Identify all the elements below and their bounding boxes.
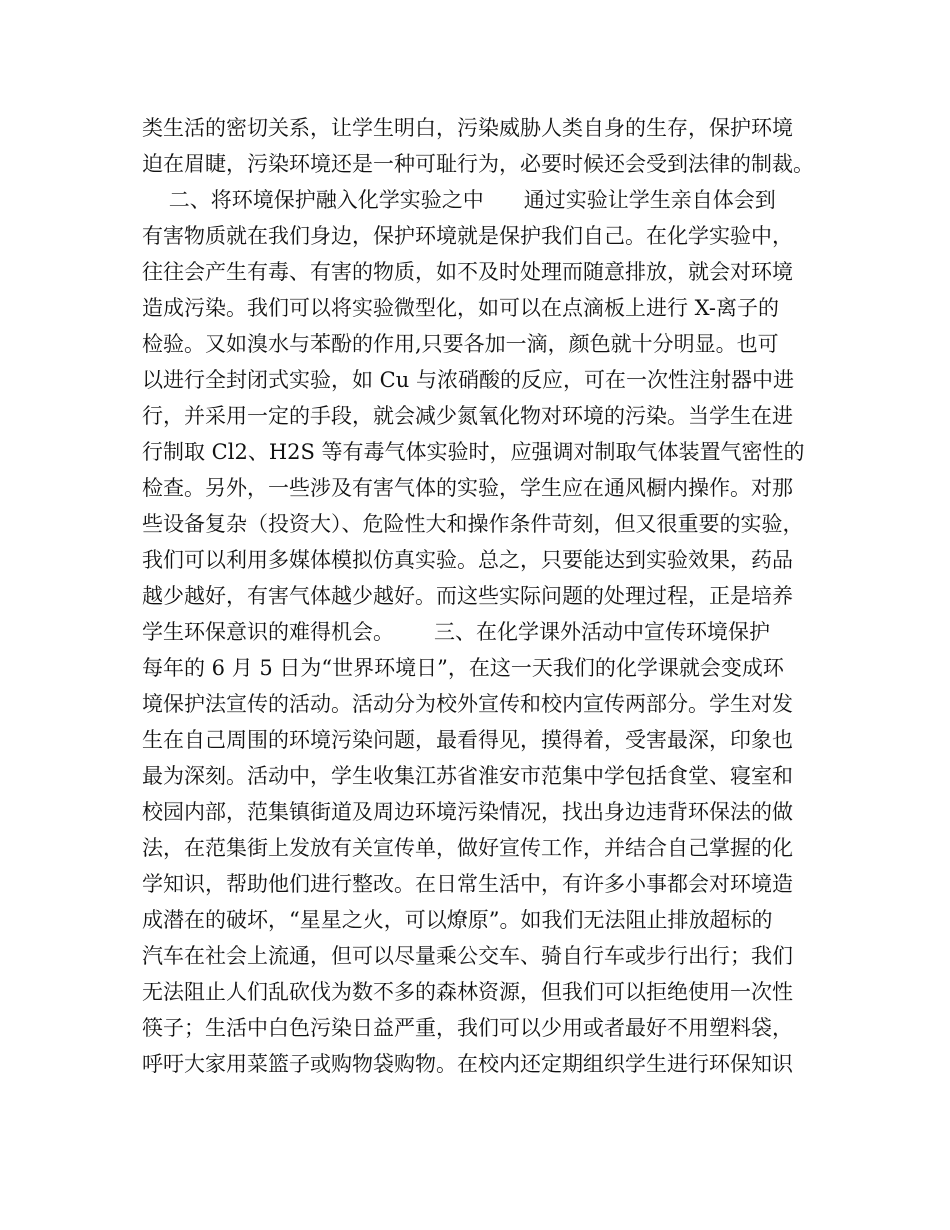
text-line: 二、将环境保护融入化学实验之中 通过实验让学生亲自体会到 [142,188,776,212]
text-line: 检查。另外，一些涉及有害气体的实验，学生应在通风橱内操作。对那 [142,476,793,500]
text-line: 无法阻止人们乱砍伐为数不多的森林资源，但我们可以拒绝使用一次性 [142,980,793,1004]
text-line: 我们可以利用多媒体模拟仿真实验。总之，只要能达到实验效果，药品 [142,548,793,572]
text-line: 筷子；生活中白色污染日益严重，我们可以少用或者最好不用塑料袋， [142,1016,793,1040]
text-line: 迫在眉睫，污染环境还是一种可耻行为，必要时候还会受到法律的制裁。 [142,152,814,176]
text-line: 学生环保意识的难得机会。 三、在化学课外活动中宣传环境保护 [142,620,771,644]
text-line: 呼吁大家用菜篮子或购物袋购物。在校内还定期组织学生进行环保知识 [142,1052,793,1076]
text-line: 校园内部，范集镇街道及周边环境污染情况，找出身边违背环保法的做 [142,800,793,824]
text-line: 类生活的密切关系，让学生明白，污染威胁人类自身的生存，保护环境 [142,116,793,140]
text-line: 以进行全封闭式实验，如 Cu 与浓硝酸的反应，可在一次性注射器中进 [142,368,794,392]
text-line: 最为深刻。活动中，学生收集江苏省淮安市范集中学包括食堂、寝室和 [142,764,793,788]
text-line: 越少越好，有害气体越少越好。而这些实际问题的处理过程，正是培养 [142,584,793,608]
text-line: 行制取 Cl2、H2S 等有毒气体实验时，应强调对制取气体装置气密性的 [142,440,805,464]
text-line: 检验。又如溴水与苯酚的作用,只要各加一滴，颜色就十分明显。也可 [142,332,779,356]
text-line: 每年的 6 月 5 日为“世界环境日”，在这一天我们的化学课就会变成环 [142,656,784,680]
text-line: 学知识，帮助他们进行整改。在日常生活中，有许多小事都会对环境造 [142,872,793,896]
text-line: 汽车在社会上流通，但可以尽量乘公交车、骑自行车或步行出行；我们 [142,944,793,968]
text-line: 往往会产生有毒、有害的物质，如不及时处理而随意排放，就会对环境 [142,260,793,284]
text-line: 境保护法宣传的活动。活动分为校外宣传和校内宣传两部分。学生对发 [142,692,793,716]
text-line: 造成污染。我们可以将实验微型化，如可以在点滴板上进行 X-离子的 [142,296,779,320]
text-line: 成潜在的破坏，“星星之火，可以燎原”。如我们无法阻止排放超标的 [142,908,773,932]
text-line: 行，并采用一定的手段，就会减少氮氧化物对环境的污染。当学生在进 [142,404,793,428]
text-line: 法，在范集街上发放有关宣传单，做好宣传工作，并结合自己掌握的化 [142,836,793,860]
text-line: 有害物质就在我们身边，保护环境就是保护我们自己。在化学实验中， [142,224,793,248]
text-line: 生在自己周围的环境污染问题，最看得见，摸得着，受害最深，印象也 [142,728,793,752]
text-line: 些设备复杂（投资大）、危险性大和操作条件苛刻，但又很重要的实验， [142,512,804,536]
